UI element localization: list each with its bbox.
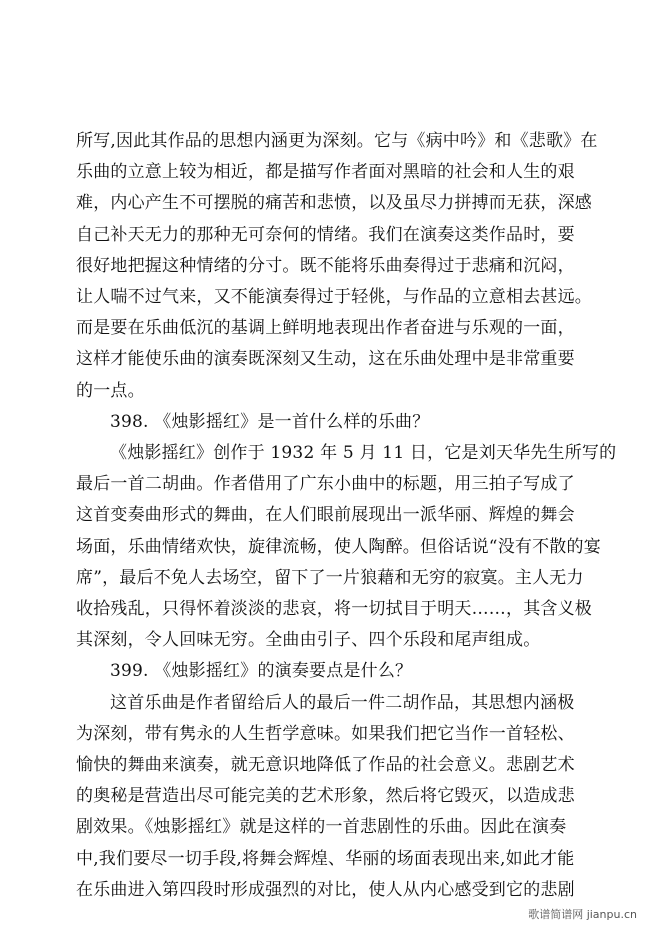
text-line: 难，内心产生不可摆脱的痛苦和悲愤，以及虽尽力拼搏而无获，深感 [76, 193, 592, 214]
text-line: 《烛影摇红》创作于 1932 年 5 月 11 日，它是刘天华先生所写的 [110, 443, 617, 463]
text-line: 在乐曲进入第四段时形成强烈的对比，使人从内心感受到它的悲剧 [76, 879, 575, 900]
text-line: 最后一首二胡曲。作者借用了广东小曲中的标题，用三拍子写成了 [76, 474, 575, 495]
text-line: 中,我们要尽一切手段,将舞会辉煌、华丽的场面表现出来,如此才能 [76, 848, 575, 869]
text-line: 这首变奏曲形式的舞曲，在人们眼前展现出一派华丽、辉煌的舞会 [76, 505, 575, 526]
text-line: 这样才能使乐曲的演奏既深刻又生动，这在乐曲处理中是非常重要 [76, 349, 575, 370]
text-line: 场面，乐曲情绪欢快，旋律流畅，使人陶醉。但俗话说“没有不散的宴 [76, 536, 601, 557]
text-line: 这首乐曲是作者留给后人的最后一件二胡作品，其思想内涵极 [110, 692, 575, 713]
text-line: 所写,因此其作品的思想内涵更为深刻。它与《病中吟》和《悲歌》在 [76, 131, 598, 151]
text-line: 愉快的舞曲来演奏，就无意识地降低了作品的社会意义。悲剧艺术 [76, 755, 575, 775]
text-line: 其深刻，令人回味无穷。全曲由引子、四个乐段和尾声组成。 [76, 630, 541, 651]
question-398-heading: 398. 《烛影摇红》是一首什么样的乐曲？ [110, 411, 430, 432]
text-line: 很好地把握这种情绪的分寸。既不能将乐曲奏得过于悲痛和沉闷， [76, 255, 575, 276]
text-line: 为深刻，带有隽永的人生哲学意味。如果我们把它当作一首轻松、 [76, 723, 575, 744]
question-399-heading: 399. 《烛影摇红》的演奏要点是什么？ [110, 661, 413, 682]
text-line: 的奥秘是营造出尽可能完美的艺术形象，然后将它毁灭，以造成悲 [76, 786, 575, 807]
text-line: 让人喘不过气来，又不能演奏得过于轻佻，与作品的立意相去甚远。 [76, 287, 592, 307]
text-line: 剧效果。《烛影摇红》就是这样的一首悲剧性的乐曲。因此在演奏 [76, 817, 567, 838]
text-line: 而是要在乐曲低沉的基调上鲜明地表现出作者奋进与乐观的一面， [76, 318, 575, 339]
site-watermark: 歌谱简谱网 jianpu.cn [528, 908, 637, 921]
text-line: 收拾残乱，只得怀着淡淡的悲哀，将一切拭目于明天……，其含义极 [76, 599, 592, 619]
text-line: 席”，最后不免人去场空，留下了一片狼藉和无穷的寂寞。主人无力 [76, 567, 584, 588]
text-line: 自己补天无力的那种无可奈何的情绪。我们在演奏这类作品时，要 [76, 224, 575, 245]
text-line: 的一点。 [76, 380, 145, 401]
text-line: 乐曲的立意上较为相近，都是描写作者面对黑暗的社会和人生的艰 [76, 162, 575, 183]
